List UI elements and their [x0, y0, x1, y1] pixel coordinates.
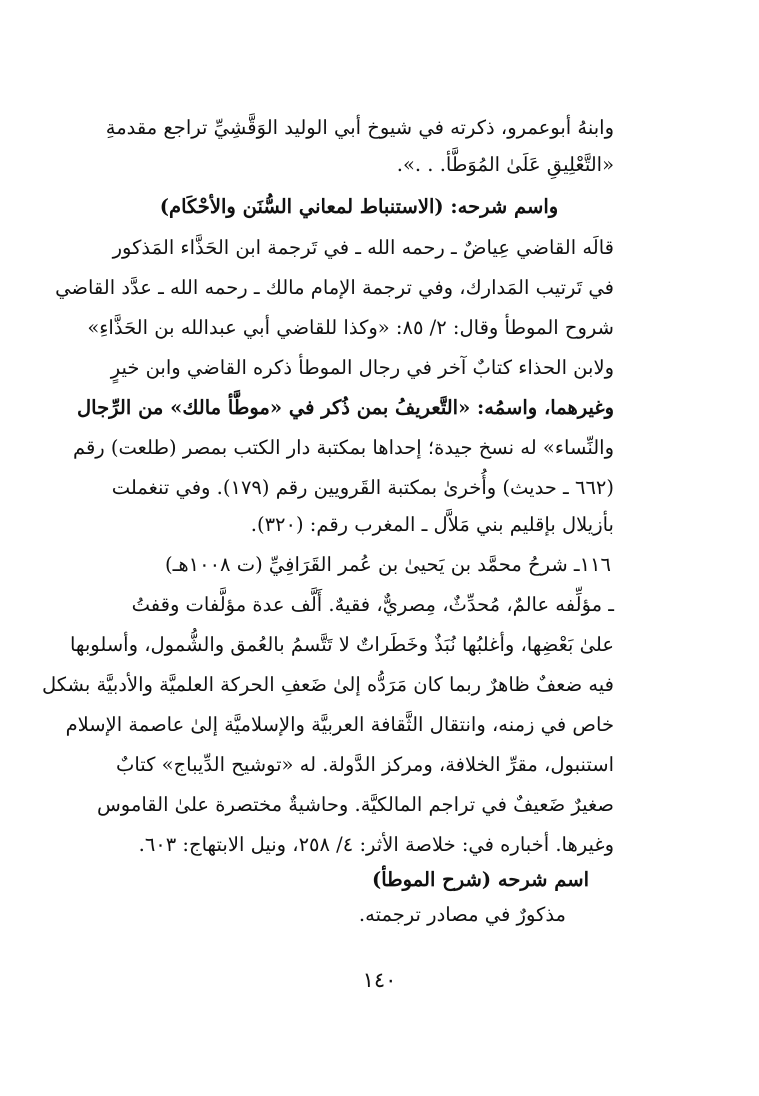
page-number: ١٤٠: [362, 968, 397, 992]
paragraph-line: «التَّعْلِيقِ عَلَىٰ المُوَطَّأ. . .».: [396, 153, 614, 176]
paragraph-line: صغيرٌ ضَعيفٌ في تراجم المالكيَّة. وحاشيةٌ مختصرة علىٰ القاموس: [97, 793, 614, 816]
paragraph-line: في تَرتيب المَدارك، وفي ترجمة الإمام مالك ـ رحمه الله ـ عدَّد القاضي: [55, 276, 614, 299]
paragraph-line: وغيرهما، واسمُه: «التَّعريفُ بمن ذُكر في «موطَّأ مالك» من الرِّجال: [77, 396, 614, 419]
paragraph-line: علىٰ بَعْضِها، وأغلبُها نُبَذٌ وخَطَراتٌ لا تَتَّسمُ بالعُمق والشُّمول، وأسلوبها: [69, 633, 614, 656]
entry-heading: ١١٦ـ شرحُ محمَّد بن يَحيىٰ بن عُمر القَرَافِيِّ (ت ١٠٠٨هـ): [165, 553, 611, 576]
paragraph-line: وابنهُ أبوعمرو، ذكرته في شيوخ أبي الوليد الوَقَّشِيِّ تراجع مقدمةِ: [105, 116, 614, 139]
paragraph-line: ولابن الحذاء كتابٌ آخر في رجال الموطأ ذكره القاضي وابن خيرٍ: [110, 356, 614, 379]
paragraph-line: (٦٦٢ ـ حديث) وأُخرىٰ بمكتبة القَرويين رقم (١٧٩). وفي تنغملت: [111, 476, 614, 499]
commentary-title-line: واسم شرحه: (الاستنباط لمعاني السُّنَن والأحْكَام): [159, 195, 559, 218]
paragraph-line: والنِّساء» له نسخ جيدة؛ إحداها بمكتبة دار الكتب بمصر (طلعت) رقم: [72, 436, 614, 459]
paragraph-line: وغيرها. أخباره في: خلاصة الأثر: ٤/ ٢٥٨، ونيل الابتهاج: ٦٠٣.: [138, 833, 614, 856]
paragraph-line: شروح الموطأ وقال: ٢/ ٨٥: «وكذا للقاضي أبي عبدالله بن الحَذَّاءِ»: [87, 316, 614, 339]
paragraph-line: فيه ضعفٌ ظاهرٌ ربما كان مَرَدُّه إلىٰ ضَعفِ الحركة العلميَّة والأدبيَّة بشكل: [41, 673, 614, 696]
paragraph-line: استنبول، مقرِّ الخلافة، ومركز الدَّولة. له «توشيح الدِّيباج» كتابٌ: [116, 753, 614, 776]
paragraph-line: ـ مؤلِّفه عالمٌ، مُحدِّثٌ، مِصريٌّ، فقيهٌ. أَلَّف عدة مؤلَّفات وقفتُ: [131, 593, 614, 616]
commentary-name-line: اسم شرحه (شرح الموطأ): [371, 868, 589, 891]
paragraph-line: خاص في زمنه، وانتقال الثَّقافة العربيَّة والإسلاميَّة إلىٰ عاصمة الإسلام: [65, 713, 614, 736]
paragraph-line: مذكورٌ في مصادر ترجمته.: [358, 903, 566, 926]
paragraph-line: قالَه القاضي عِياضٌ ـ رحمه الله ـ في تَرجمة ابن الحَذَّاء المَذكور: [112, 236, 614, 259]
paragraph-line: بأزيلال بإقليم بني مَلاَّل ـ المغرب رقم: (٣٢٠).: [250, 513, 614, 536]
